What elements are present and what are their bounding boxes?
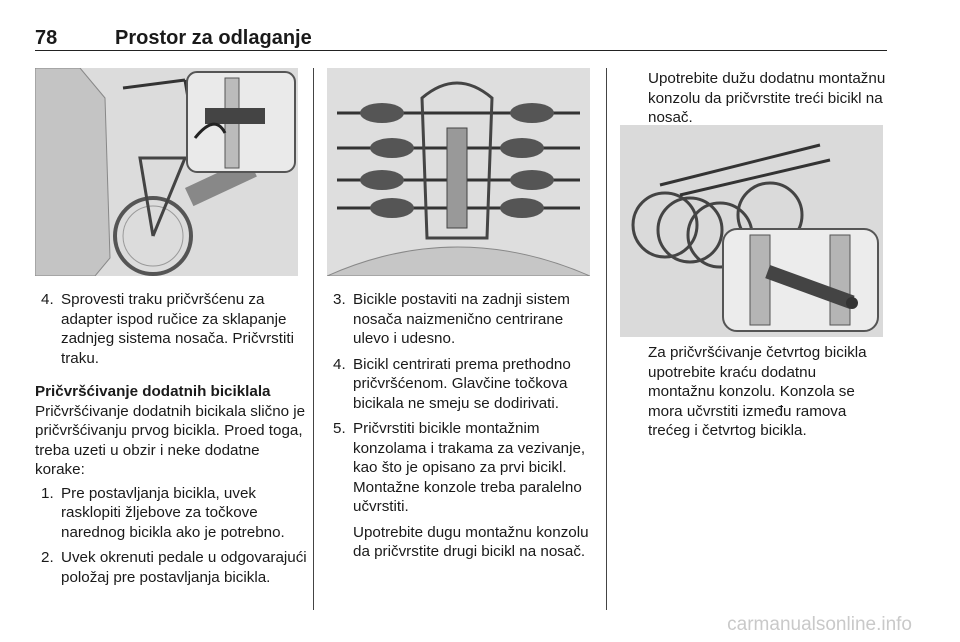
step-number: 4. bbox=[41, 291, 54, 308]
step-text: Bicikle postaviti na zadnji sistem nosača naizmenično centrirane ulevo i udesno. bbox=[353, 291, 570, 347]
list-item bbox=[35, 484, 307, 543]
section-heading: Pričvršćivanje dodatnih biciklala bbox=[35, 383, 271, 400]
page-title: Prostor za odlaganje bbox=[115, 27, 312, 49]
step-text: Uvek okrenuti pedale u odgovarajući položaj pre postavljanja bicikla. bbox=[61, 549, 307, 586]
column-divider-2 bbox=[606, 68, 607, 610]
column-1-text bbox=[35, 290, 307, 593]
bike-carrier-strap-illustration bbox=[35, 68, 298, 276]
list-item bbox=[35, 548, 307, 587]
step-text: Sprovesti traku pričvršćenu za adapter ispod ručice za sklapanje zadnjeg sistema nosača. Pričvrstiti traku. bbox=[61, 291, 294, 367]
list-item bbox=[327, 290, 595, 349]
step-number: 3. bbox=[333, 291, 346, 308]
step-number: 4. bbox=[333, 355, 346, 373]
list-item bbox=[327, 419, 595, 517]
step-text: Pričvrstiti bicikle montažnim konzolama i trakama za vezivanje, kao što je opisano za prvi bicikl. Montažne konzole treba paralelno učvrstiti. bbox=[353, 420, 586, 515]
header-divider bbox=[35, 50, 887, 51]
list-item bbox=[327, 355, 595, 414]
step-note: Upotrebite dugu montažnu konzolu da pričvrstite drugi bicikl na nosač. bbox=[353, 523, 589, 560]
step-list-a bbox=[35, 290, 307, 368]
section-paragraph: Pričvršćivanje dodatnih bicikala slično je pričvršćivanju prvog bicikla. Proed toga, treba uzeti u obzir i neke dodatne korake: bbox=[35, 402, 306, 478]
step-number: 2. bbox=[41, 549, 54, 566]
page-number: 78 bbox=[35, 27, 58, 49]
column-divider-1 bbox=[313, 68, 314, 610]
step-text: Pre postavljanja bicikla, uvek rasklopiti žljebove za točkove narednog bicikla ako je potrebno. bbox=[61, 484, 285, 541]
column-3-text bbox=[648, 343, 886, 441]
column-3-intro bbox=[648, 69, 886, 128]
step-number: 1. bbox=[41, 484, 54, 502]
third-bike-bracket-illustration bbox=[620, 125, 883, 337]
step-list-b bbox=[35, 484, 307, 588]
step-list-c bbox=[327, 290, 595, 517]
step-text: Bicikl centrirati prema prethodno pričvršćenom. Glavčine točkova bicikala ne smeju se dodirivati. bbox=[353, 355, 571, 412]
fourth-bike-paragraph: Za pričvršćivanje četvrtog bicikla upotrebite kraću dodatnu montažnu konzolu. Konzola se mora učvrstiti između ramova trećeg i četvrtog bicikla. bbox=[648, 344, 867, 439]
step-number: 5. bbox=[333, 420, 346, 437]
list-item bbox=[35, 290, 307, 368]
intro-paragraph: Upotrebite dužu dodatnu montažnu konzolu da pričvrstite treći bicikl na nosač. bbox=[648, 70, 886, 126]
watermark: carmanualsonline.info bbox=[727, 614, 912, 635]
four-bikes-mounted-illustration bbox=[327, 68, 590, 276]
column-2-text bbox=[327, 290, 595, 562]
